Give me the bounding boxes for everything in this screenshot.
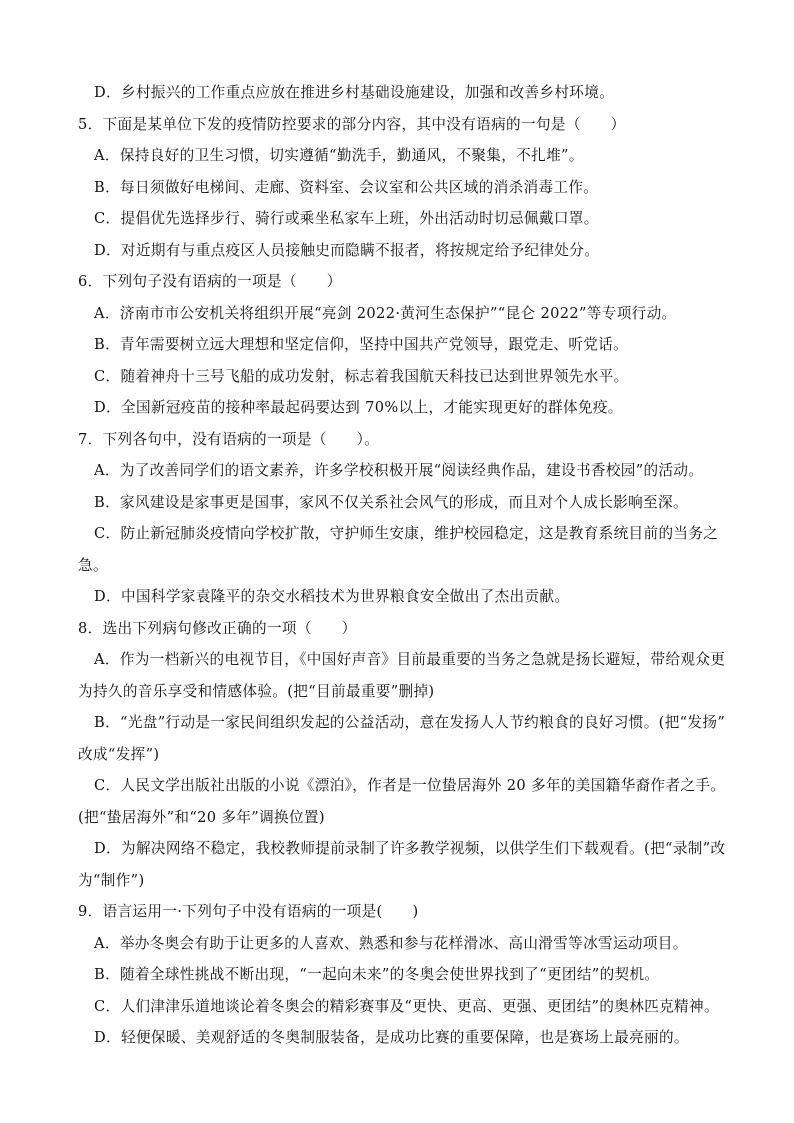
answer-option: C．人民文学出版社出版的小说《漂泊》，作者是一位蛰居海外 20 多年的美国籍华裔作者之手。 xyxy=(94,777,726,794)
answer-option: B．每日须做好电梯间、走廊、资料室、会议室和公共区域的消杀消毒工作。 xyxy=(94,178,599,196)
answer-option: B．“光盘”行动是一家民间组织发起的公益活动，意在发扬人人节约粮食的良好习惯。(把“发扬” xyxy=(94,714,726,731)
answer-option: D．对近期有与重点疫区人员接触史而隐瞒不报者，将按规定给予纪律处分。 xyxy=(94,241,600,259)
answer-option: B．青年需要树立远大理想和坚定信仰，坚持中国共产党领导，跟党走、听党话。 xyxy=(94,336,629,353)
answer-option: D．轻便保暖、美观舒适的冬奥制服装备，是成功比赛的重要保障，也是赛场上最亮丽的。 xyxy=(94,1029,689,1046)
answer-option: C．防止新冠肺炎疫情向学校扩散，守护师生安康，维护校园稳定，这是教育系统目前的当务之 xyxy=(94,525,719,542)
answer-option: A．济南市市公安机关将组织开展“亮剑 2022·黄河生态保护”“昆仑 2022”等专项行动。 xyxy=(94,304,677,322)
continuation-line: 为持久的音乐享受和情感体验。(把“目前最重要”删掉) xyxy=(78,682,435,700)
answer-option: B．随着全球性挑战不断出现，“一起向未来”的冬奥会使世界找到了“更团结”的契机。 xyxy=(94,966,660,983)
answer-option: A．举办冬奥会有助于让更多的人喜欢、熟悉和参与花样滑冰、高山滑雪等冰雪运动项目。 xyxy=(94,934,688,952)
answer-option: A．为了改善同学们的语文素养，许多学校积极开展“阅读经典作品，建设书香校园”的活动。 xyxy=(94,462,704,479)
answer-option: D．为解决网络不稳定，我校教师提前录制了许多教学视频，以供学生们下载观看。(把“录制”改 xyxy=(94,840,726,857)
answer-option: C．人们津津乐道地谈论着冬奥会的精彩赛事及“更快、更高、更强、更团结”的奥林匹克精神。 xyxy=(94,997,719,1015)
answer-option: D．乡村振兴的工作重点应放在推进乡村基础设施建设，加强和改善乡村环境。 xyxy=(94,84,615,101)
continuation-line: 为“制作”) xyxy=(78,871,145,889)
question-stem: 9．语言运用一·下列句子中没有语病的一项是( ) xyxy=(78,903,419,920)
question-stem: 8．选出下列病句修改正确的一项（ ） xyxy=(78,619,357,637)
answer-option: C．随着神舟十三号飞船的成功发射，标志着我国航天科技已达到世界领先水平。 xyxy=(94,367,629,385)
answer-option: B．家风建设是家事更是国事，家风不仅关系社会风气的形成，而且对个人成长影响至深。 xyxy=(94,493,688,511)
question-stem: 7．下列各句中，没有语病的一项是（ ）。 xyxy=(78,430,380,448)
answer-option: C．提倡优先选择步行、骑行或乘坐私家车上班，外出活动时切忌佩戴口罩。 xyxy=(94,210,599,227)
question-stem: 6．下列句子没有语病的一项是（ ） xyxy=(78,273,342,290)
continuation-line: 急。 xyxy=(78,556,108,574)
answer-option: A．作为一档新兴的电视节目，《中国好声音》目前最重要的当务之急就是扬长避短，带给观众更 xyxy=(94,651,726,668)
answer-option: D．中国科学家袁隆平的杂交水稻技术为世界粮食安全做出了杰出贡献。 xyxy=(94,588,570,605)
continuation-line: 改成“发挥”) xyxy=(78,745,160,763)
continuation-line: (把“蛰居海外”和“20 多年”调换位置) xyxy=(78,808,325,826)
question-stem: 5．下面是某单位下发的疫情防控要求的部分内容，其中没有语病的一句是（ ） xyxy=(78,115,626,133)
answer-option: D．全国新冠疫苗的接种率最起码要达到 70%以上，才能实现更好的群体免疫。 xyxy=(94,399,623,416)
answer-option: A．保持良好的卫生习惯，切实遵循“勤洗手，勤通风，不聚集，不扎堆”。 xyxy=(94,147,584,164)
